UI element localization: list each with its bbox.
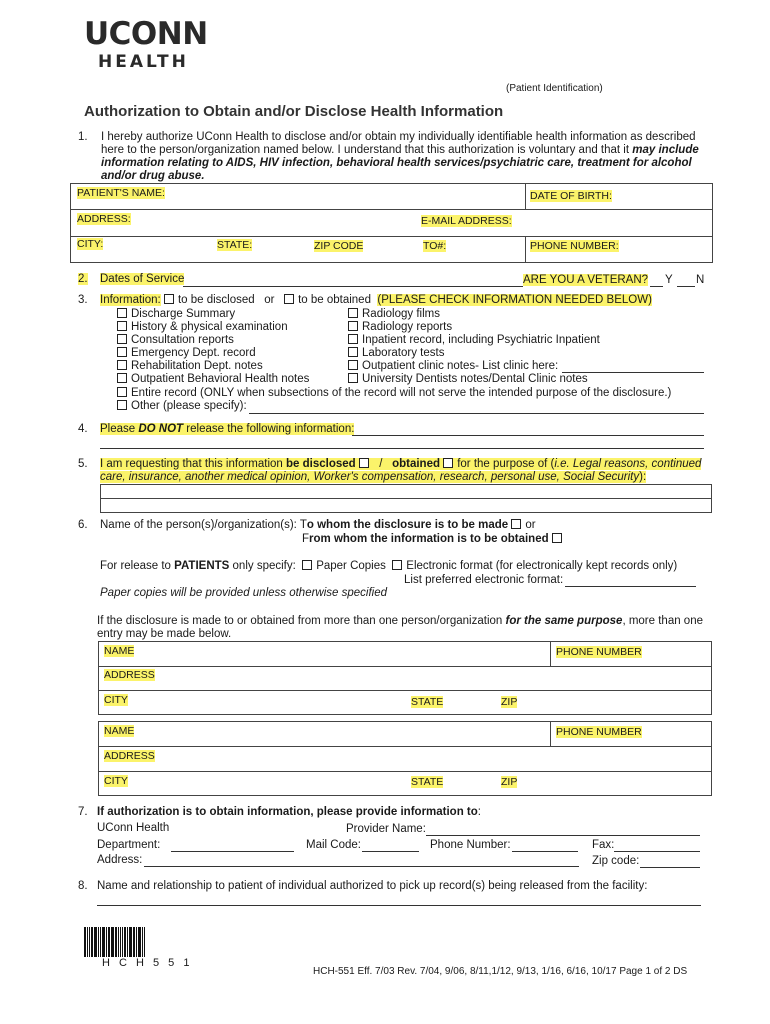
barcode-bar xyxy=(91,927,93,957)
date-of-birth-label[interactable]: DATE OF BIRTH: xyxy=(530,190,612,202)
checkbox[interactable] xyxy=(348,308,358,318)
to-whom-label: o whom the disclosure is to be made xyxy=(306,519,509,531)
section-1-may-include: may include xyxy=(632,144,699,156)
only-specify-text: only specify: xyxy=(229,560,296,572)
paper-copies-label: Paper Copies xyxy=(316,560,386,572)
entry-2-phone-label[interactable]: PHONE NUMBER xyxy=(556,726,642,738)
paper-copies-note: Paper copies will be provided unless otherwise specified xyxy=(100,587,388,599)
phone-number-label: Phone Number: xyxy=(430,839,511,851)
patient-table-col-divider-1 xyxy=(525,183,526,209)
preferred-format-field[interactable] xyxy=(565,586,696,587)
check-label: History & physical examination xyxy=(131,321,288,333)
barcode-bar xyxy=(136,927,137,957)
be-disclosed-checkbox[interactable] xyxy=(359,458,369,468)
disclosed-checkbox[interactable] xyxy=(164,294,174,304)
check-item-left xyxy=(117,347,256,359)
information-row xyxy=(100,294,652,306)
do-not-release-label xyxy=(100,423,354,435)
department-field[interactable] xyxy=(171,851,294,852)
electronic-format-checkbox[interactable] xyxy=(392,560,402,570)
check-item-right xyxy=(348,360,558,372)
pickup-authorization-text: Name and relationship to patient of individual authorized to pick up record(s) being released from the facility: xyxy=(97,880,648,892)
check-label: Consultation reports xyxy=(131,334,234,346)
or-text: or xyxy=(525,519,536,531)
barcode-bar xyxy=(124,927,126,957)
be-obtained-checkbox[interactable] xyxy=(443,458,453,468)
barcode-bar xyxy=(142,927,143,957)
entry-table-2-col-divider xyxy=(550,721,551,746)
section-1-number: 1. xyxy=(78,131,88,143)
section-1-line-2 xyxy=(101,144,699,156)
check-label: Outpatient Behavioral Health notes xyxy=(131,373,310,385)
entry-table-2-divider-1 xyxy=(98,746,712,747)
entry-2-address-label[interactable]: ADDRESS xyxy=(104,750,155,762)
entire-record-label: Entire record (ONLY when subsections of the record will not serve the intended purpose of the disclosure.) xyxy=(131,387,672,399)
section-1-line-3: information relating to AIDS, HIV infection, behavioral health services/psychiatric care, treatment for alcohol xyxy=(101,157,692,169)
purpose-of-text: for the purpose of ( xyxy=(457,458,555,470)
barcode-bar xyxy=(108,927,110,957)
purpose-line-2 xyxy=(100,471,646,483)
purpose-line-1 xyxy=(100,458,701,470)
checkbox[interactable] xyxy=(117,308,127,318)
entry-table-2-divider-2 xyxy=(98,771,712,772)
provider-name-field[interactable] xyxy=(426,835,700,836)
uconn-health-text: UConn Health xyxy=(97,822,170,834)
checkbox[interactable] xyxy=(117,373,127,383)
multi-entry-line-1 xyxy=(97,615,703,627)
be-disclosed-text: be disclosed xyxy=(286,458,356,470)
check-item-right xyxy=(348,321,452,333)
check-label: Radiology reports xyxy=(362,321,453,333)
do-not-release-field-2[interactable] xyxy=(100,448,704,449)
barcode-bar xyxy=(94,927,97,957)
section-1-line-2-text: here to the person/organization named below. I understand that this authorization is voluntary and that it xyxy=(101,144,633,156)
check-item-right xyxy=(348,308,440,320)
barcode-bar xyxy=(133,927,135,957)
veteran-no-label: N xyxy=(696,274,705,286)
same-purpose-text: for the same purpose xyxy=(505,615,623,627)
dates-of-service-field[interactable] xyxy=(183,286,523,287)
section-6-number: 6. xyxy=(78,519,88,531)
barcode-bar xyxy=(122,927,123,957)
barcode-bar xyxy=(138,927,141,957)
electronic-format-label: Electronic format (for electronically kept records only) xyxy=(406,560,678,572)
fax-label: Fax: xyxy=(592,839,615,851)
email-address-label[interactable]: E-MAIL ADDRESS: xyxy=(421,215,512,227)
barcode-bar xyxy=(106,927,107,957)
from-whom-checkbox[interactable] xyxy=(552,533,562,543)
entry-1-city-label[interactable]: CITY xyxy=(104,694,128,706)
check-label: Outpatient clinic notes- List clinic here: xyxy=(362,360,559,372)
health-logo: HEALTH xyxy=(98,52,189,72)
address-field[interactable] xyxy=(144,866,579,867)
check-label: Discharge Summary xyxy=(131,308,236,320)
obtained-text: obtained xyxy=(392,458,440,470)
release-to-patients-row xyxy=(100,560,677,572)
check-item-right xyxy=(348,373,588,385)
entire-record-item xyxy=(117,387,671,399)
barcode xyxy=(84,927,224,957)
barcode-bar xyxy=(144,927,145,957)
checkbox[interactable] xyxy=(348,347,358,357)
entry-table-1-col-divider xyxy=(550,641,551,666)
do-not-text: DO NOT xyxy=(138,423,184,435)
section-7-heading xyxy=(97,806,481,818)
barcode-bar xyxy=(89,927,90,957)
uconn-logo: UCONN xyxy=(84,16,208,52)
checkbox[interactable] xyxy=(348,360,358,370)
phone-number-field[interactable] xyxy=(512,851,578,852)
purpose-examples-1: i.e. Legal reasons, continued xyxy=(554,458,702,470)
from-whom-label: rom whom the information is to be obtained xyxy=(309,533,549,545)
entry-1-name-label[interactable]: NAME xyxy=(104,645,135,657)
purpose-intro: I am requesting that this information xyxy=(100,458,287,470)
checkbox[interactable] xyxy=(117,334,127,344)
check-label: Radiology films xyxy=(362,308,440,320)
section-4-number: 4. xyxy=(78,423,88,435)
from-whom-row xyxy=(302,533,566,545)
check-item-left xyxy=(117,360,263,372)
patient-table-row-divider-1 xyxy=(70,209,713,210)
phone-number-label[interactable]: PHONE NUMBER: xyxy=(530,240,619,252)
section-5-number: 5. xyxy=(78,458,88,470)
check-item-left xyxy=(117,308,235,320)
check-item-left xyxy=(117,334,234,346)
multi-entry-text: If the disclosure is made to or obtained from more than one person/organization xyxy=(97,615,506,627)
patient-table-row-divider-2 xyxy=(70,236,713,237)
barcode-bar xyxy=(87,927,88,957)
address-label[interactable]: ADDRESS: xyxy=(77,213,131,225)
barcode-bar xyxy=(98,927,99,957)
check-label: Rehabilitation Dept. notes xyxy=(131,360,263,372)
address-label: Address: xyxy=(97,854,143,866)
department-label: Department: xyxy=(97,839,161,851)
entry-1-state-label[interactable]: STATE xyxy=(411,696,444,708)
zip-code-field[interactable] xyxy=(640,867,700,868)
section-1-line-4: and/or drug abuse. xyxy=(101,170,205,182)
barcode-bar xyxy=(115,927,117,957)
check-label: Laboratory tests xyxy=(362,347,445,359)
entire-record-checkbox[interactable] xyxy=(117,387,127,397)
veteran-question: ARE YOU A VETERAN? xyxy=(523,274,649,286)
provider-name-label: Provider Name: xyxy=(346,823,426,835)
check-label: Emergency Dept. record xyxy=(131,347,256,359)
zip-code-label[interactable]: ZIP CODE xyxy=(314,240,364,252)
entry-1-phone-label[interactable]: PHONE NUMBER xyxy=(556,646,642,658)
checkbox[interactable] xyxy=(348,373,358,383)
patients-text: PATIENTS xyxy=(174,560,230,572)
checkbox[interactable] xyxy=(117,347,127,357)
veteran-yes-field[interactable] xyxy=(650,286,663,287)
to-whom-checkbox[interactable] xyxy=(511,519,521,529)
barcode-text: H C H 5 5 1 xyxy=(102,957,193,969)
obtain-info-heading: If authorization is to obtain information, please provide information to xyxy=(97,806,478,818)
other-label: Other (please specify): xyxy=(131,400,247,412)
barcode-bar xyxy=(102,927,105,957)
entry-table-1-divider-2 xyxy=(98,690,712,691)
entry-2-city-label[interactable]: CITY xyxy=(104,775,128,787)
city-label[interactable]: CITY: xyxy=(77,238,104,250)
heading-colon: : xyxy=(477,806,481,818)
patients-name-label[interactable]: PATIENT'S NAME: xyxy=(77,187,165,199)
dates-of-service-label: Dates of Service xyxy=(100,273,185,285)
release-text: For release to xyxy=(100,560,175,572)
section-1-line-1: I hereby authorize UConn Health to disclose and/or obtain my individually identifiable health information as described xyxy=(101,131,696,143)
section-7-number: 7. xyxy=(78,806,88,818)
mail-code-label: Mail Code: xyxy=(306,839,361,851)
check-item-left xyxy=(117,321,288,333)
barcode-bar xyxy=(111,927,114,957)
barcode-bar xyxy=(118,927,119,957)
check-label: University Dentists notes/Dental Clinic notes xyxy=(362,373,588,385)
check-item-right xyxy=(348,347,444,359)
obtained-checkbox[interactable] xyxy=(284,294,294,304)
do-not-release-field[interactable] xyxy=(352,435,704,436)
information-label: Information: xyxy=(100,294,161,306)
section-3-number: 3. xyxy=(78,294,88,306)
checkbox[interactable] xyxy=(348,334,358,344)
zip-code-label: Zip code: xyxy=(592,855,640,867)
slash-text: / xyxy=(379,458,383,470)
barcode-bar xyxy=(129,927,132,957)
veteran-yes-label: Y xyxy=(665,274,673,286)
entry-table-1-divider-1 xyxy=(98,666,712,667)
veteran-no-field[interactable] xyxy=(677,286,695,287)
entry-2-name-label[interactable]: NAME xyxy=(104,725,135,737)
check-label: Inpatient record, including Psychiatric Inpatient xyxy=(362,334,600,346)
purpose-close: ): xyxy=(639,471,647,483)
check-item-right xyxy=(348,334,600,346)
preferred-format-label: List preferred electronic format: xyxy=(404,574,564,586)
entry-1-zip-label[interactable]: ZIP xyxy=(501,696,518,708)
or-label: or xyxy=(264,294,275,306)
do-not-release-rest: release the following information: xyxy=(183,423,355,435)
page-title: Authorization to Obtain and/or Disclose Health Information xyxy=(84,103,504,120)
patient-identification-label: (Patient Identification) xyxy=(506,83,603,94)
barcode-bar xyxy=(84,927,86,957)
other-item xyxy=(117,400,247,412)
check-item-left xyxy=(117,373,309,385)
from-letter: F xyxy=(302,533,310,545)
state-label[interactable]: STATE: xyxy=(217,239,253,251)
barcode-bar xyxy=(127,927,128,957)
to-number-label[interactable]: TO#: xyxy=(423,240,447,252)
name-of-label: Name of the person(s)/organization(s): T xyxy=(100,519,307,531)
mail-code-field[interactable] xyxy=(362,851,419,852)
multi-entry-line-2: entry may be made below. xyxy=(97,628,232,640)
form-footer: HCH-551 Eff. 7/03 Rev. 7/04, 9/06, 8/11,1/12, 9/13, 1/16, 6/16, 10/17 Page 1 of 2 DS xyxy=(313,966,688,977)
disclosed-label: to be disclosed xyxy=(177,294,255,306)
section-8-number: 8. xyxy=(78,880,88,892)
other-specify-field[interactable] xyxy=(249,413,704,414)
checkbox[interactable] xyxy=(117,321,127,331)
barcode-bar xyxy=(100,927,101,957)
patient-table-col-divider-2 xyxy=(525,236,526,263)
entry-2-zip-label[interactable]: ZIP xyxy=(501,776,518,788)
entry-2-state-label[interactable]: STATE xyxy=(411,776,444,788)
section-2-number: 2. xyxy=(78,273,88,285)
more-than-one-text: , more than one xyxy=(622,615,703,627)
checkbox[interactable] xyxy=(117,360,127,370)
obtained-label: to be obtained xyxy=(298,294,371,306)
pickup-authorization-field[interactable] xyxy=(97,905,701,906)
entry-1-address-label[interactable]: ADDRESS xyxy=(104,669,155,681)
do-not-release-text: Please xyxy=(100,423,139,435)
other-checkbox[interactable] xyxy=(117,400,127,410)
fax-field[interactable] xyxy=(614,851,700,852)
purpose-entry-divider xyxy=(100,498,712,499)
checkbox[interactable] xyxy=(348,321,358,331)
purpose-examples-2: care, insurance, another medical opinion, Worker's compensation, research, personal use, Social Security xyxy=(100,471,640,483)
to-whom-row xyxy=(100,519,536,531)
paper-copies-checkbox[interactable] xyxy=(302,560,312,570)
check-instructions: (PLEASE CHECK INFORMATION NEEDED BELOW) xyxy=(377,294,652,306)
barcode-bar xyxy=(120,927,121,957)
